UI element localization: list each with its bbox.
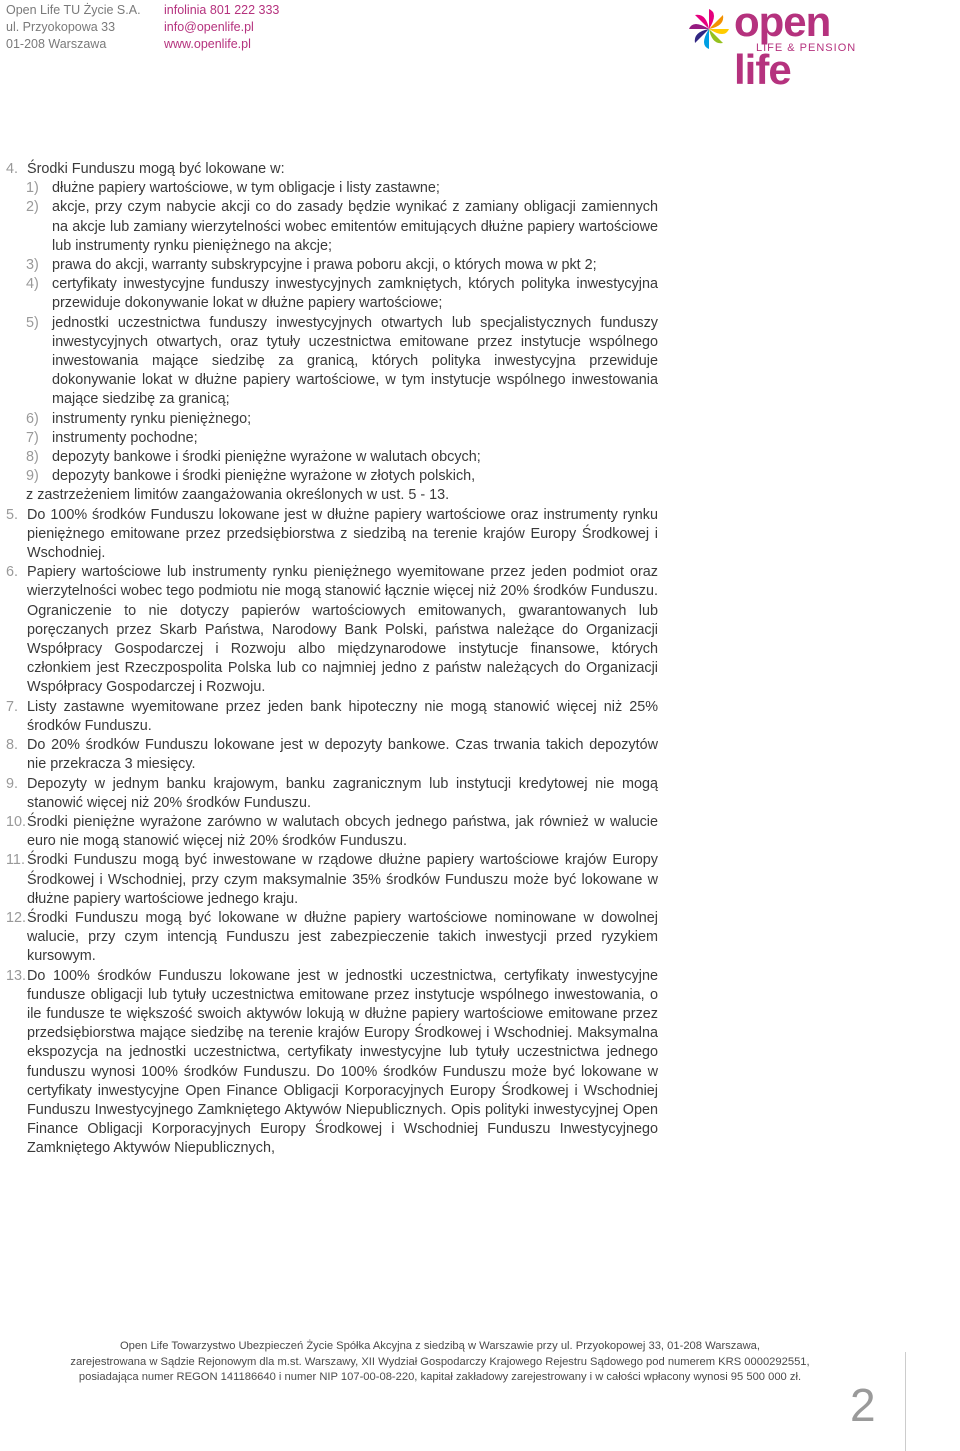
item-number: 13. — [6, 967, 27, 984]
list-item-9 — [6, 775, 658, 813]
item-text: Środki pieniężne wyrażone zarówno w walutach obcych jednego państwa, jak również w walucie euro nie mogą stanowić więcej niż 20% środków Funduszu. — [27, 813, 658, 850]
website-link[interactable]: www.openlife.pl — [164, 37, 251, 51]
email-link[interactable]: info@openlife.pl — [164, 20, 254, 34]
footer-line: zarejestrowana w Sądzie Rejonowym dla m.st. Warszawy, XII Wydział Gospodarczy Krajowego Rejestru Sądowego pod numerem KRS 0000292551, — [70, 1355, 810, 1368]
list-item-4 — [6, 160, 658, 179]
pinwheel-logo-icon — [686, 6, 732, 52]
sub-item — [6, 467, 658, 486]
item-text: Środki Funduszu mogą być inwestowane w rządowe dłużne papiery wartościowe krajów Europy Środkowej i Wschodniej, przy czym maksymalnie 35% środków Funduszu może być lokowane w dłużne papiery wartościowe jednego kraju. — [27, 852, 658, 907]
sub-number: 9) — [26, 468, 39, 485]
page-number: 2 — [850, 1379, 876, 1431]
item-number: 8. — [6, 737, 19, 754]
item-text: Depozyty w jednym banku krajowym, banku zagranicznym lub instytucji kredytowej nie mogą stanowić więcej niż 20% środków Funduszu. — [27, 775, 658, 811]
document-body — [6, 160, 658, 1159]
item-text: Do 100% środków Funduszu lokowane jest w jednostki uczestnictwa, certyfikaty inwestycyjne fundusze obligacji lub tytuły uczestnictwa emitowane przez instytucje wspólnego inwestowania, o ile fundusze te większość swoich aktywów lokują w dłużne papiery wartościowe emitowane przez przedsiębiorstwa mające siedzibę na terenie krajów Europy Środkowej i Wschodniej. Maksymalna ekspozycja na jednostki uczestnictwa, certyfikaty inwestycyjne lub tytuły uczestnictwa jednego funduszu wynosi 100% środków Funduszu. Do 100% środków Funduszu może być lokowane w certyfikaty inwestycyjne Open Finance Obligacji Korporacyjnych Europy Środkowej i Wschodniej Funduszu Inwestycyjnego Zamkniętego Aktywów Niepublicznych. Opis polityki inwestycyjnej Open Finance Obligacji Korporacyjnych Europy Środkowej i Wschodniej Funduszu Inwestycyjnego Zamkniętego Aktywów Niepublicznych, — [27, 967, 658, 1157]
company-city: 01-208 Warszawa — [6, 37, 107, 51]
logo-tagline: LIFE & PENSION — [756, 42, 857, 54]
item-number: 7. — [6, 698, 19, 715]
sub-text: certyfikaty inwestycyjne funduszy inwestycyjnych zamkniętych, których polityka inwestycyjna przewiduje dokonywanie lokat w dłużne papiery wartościowe; — [52, 276, 658, 312]
sub-item — [6, 314, 658, 410]
sub-item — [6, 179, 658, 198]
sub-item — [6, 410, 658, 429]
item-number: 12. — [6, 909, 27, 926]
sub-number: 4) — [26, 276, 39, 293]
list-item-8 — [6, 736, 658, 774]
company-address — [6, 2, 141, 53]
item-text: Do 100% środków Funduszu lokowane jest w dłużne papiery wartościowe oraz instrumenty rynku pieniężnego emitowane przez przedsiębiorstwa z siedzibą na terenie krajów Europy Środkowej i Wschodniej. — [27, 506, 658, 562]
sub-item — [6, 448, 658, 467]
sub-text: instrumenty pochodne; — [52, 429, 198, 446]
sub-number: 6) — [26, 410, 39, 427]
sub-number: 3) — [26, 257, 39, 274]
sub-number: 8) — [26, 449, 39, 466]
limits-note: z zastrzeżeniem limitów zaangażowania określonych w ust. 5 - 13. — [26, 487, 450, 504]
sub-item — [6, 198, 658, 256]
item-number: 4. — [6, 161, 19, 177]
sub-item — [6, 275, 658, 313]
sub-text: prawa do akcji, warranty subskrypcyjne i prawa poboru akcji, o których mowa w pkt 2; — [52, 257, 597, 274]
footer-line: posiadająca numer REGON 141186640 i numer NIP 107-00-08-220, kapitał zakładowy zarejestrowany i w całości wpłacony wynosi 95 500 000 zł. — [78, 1371, 802, 1384]
legal-footer — [40, 1339, 840, 1386]
list-item-10 — [6, 813, 658, 851]
list-item-12 — [6, 909, 658, 967]
list-item-13 — [6, 967, 658, 1159]
item-text: Listy zastawne wyemitowane przez jeden bank hipoteczny nie mogą stanowić więcej niż 25% środków Funduszu. — [27, 698, 658, 734]
item-number: 11. — [6, 852, 25, 869]
item-text: Środki Funduszu mogą być lokowane w: — [27, 161, 285, 177]
item-number: 6. — [6, 564, 19, 581]
item-number: 5. — [6, 506, 19, 523]
logo-wordmark: open life — [734, 0, 831, 93]
item-text: Papiery wartościowe lub instrumenty rynku pieniężnego wyemitowane przez jeden podmiot oraz wierzytelności wobec tego podmiotu nie mogą stanowić łącznie więcej niż 20% środków Funduszu. Ograniczenie to nie dotyczy papierów wartościowych emitowanych, gwarantowanych lub poręczanych przez Skarb Państwa, Narodowy Bank Polski, państwa należące do Organizacji Współpracy Gospodarczej i Rozwoju albo międzynarodowe instytucje finansowe, których członkiem jest Rzeczpospolita Polska lub co najmniej jedno z państw należących do Organizacji Współpracy Gospodarczej i Rozwoju. — [27, 564, 658, 696]
sub-text: depozyty bankowe i środki pieniężne wyrażone w walutach obcych; — [52, 449, 481, 466]
sub-text: akcje, przy czym nabycie akcji co do zasady będzie wynikać z zamiany obligacji zamiennych na akcje lub zamiany wierzytelności wobec emitentów emitujących dłużne papiery wartościowe lub instrumenty rynku pieniężnego na akcje; — [52, 199, 658, 254]
sub-number: 2) — [26, 199, 39, 216]
list-item-7 — [6, 698, 658, 736]
hotline: infolinia 801 222 333 — [164, 3, 280, 17]
list-item-5 — [6, 506, 658, 564]
sub-number: 7) — [26, 429, 39, 446]
sub-text: depozyty bankowe i środki pieniężne wyrażone w złotych polskich, — [52, 468, 476, 485]
company-street: ul. Przyokopowa 33 — [6, 20, 116, 34]
sub-item — [6, 429, 658, 448]
sub-text: instrumenty rynku pieniężnego; — [52, 410, 252, 427]
item-number: 10. — [6, 813, 27, 830]
list-item-6 — [6, 563, 658, 697]
footer-line: Open Life Towarzystwo Ubezpieczeń Życie Spółka Akcyjna z siedzibą w Warszawie przy ul. Przyokopowej 33, 01-208 Warszawa, — [119, 1340, 761, 1352]
sub-number: 1) — [26, 180, 39, 197]
sub-text: jednostki uczestnictwa funduszy inwestycyjnych otwartych lub specjalistycznych funduszy inwestycyjnych otwartych, oraz tytuły uczestnictwa emitowane przez instytucje wspólnego inwestowania mające siedzibę za granicą, których polityka inwestycyjna przewiduje dokonywanie lokat w dłużne papiery wartościowe, w tym instytucje wspólnego inwestowania mające siedzibę za granicą; — [52, 314, 658, 408]
page-number-divider — [905, 1352, 906, 1451]
contact-info — [164, 2, 279, 53]
item-number: 9. — [6, 775, 19, 792]
sub-text: dłużne papiery wartościowe, w tym obligacje i listy zastawne; — [52, 180, 440, 197]
openlife-logo — [686, 0, 886, 93]
sub-number: 5) — [26, 314, 39, 331]
company-name: Open Life TU Życie S.A. — [6, 3, 141, 17]
item-text: Środki Funduszu mogą być lokowane w dłużne papiery wartościowe nominowane w dowolnej walucie, przy czym intencją Funduszu jest zabezpieczenie takich inwestycji przed ryzykiem kursowym. — [27, 909, 658, 965]
list-item-11 — [6, 851, 658, 909]
item-text: Do 20% środków Funduszu lokowane jest w depozyty bankowe. Czas trwania takich depozytów nie przekracza 3 miesięcy. — [27, 737, 658, 773]
sub-item — [6, 256, 658, 275]
